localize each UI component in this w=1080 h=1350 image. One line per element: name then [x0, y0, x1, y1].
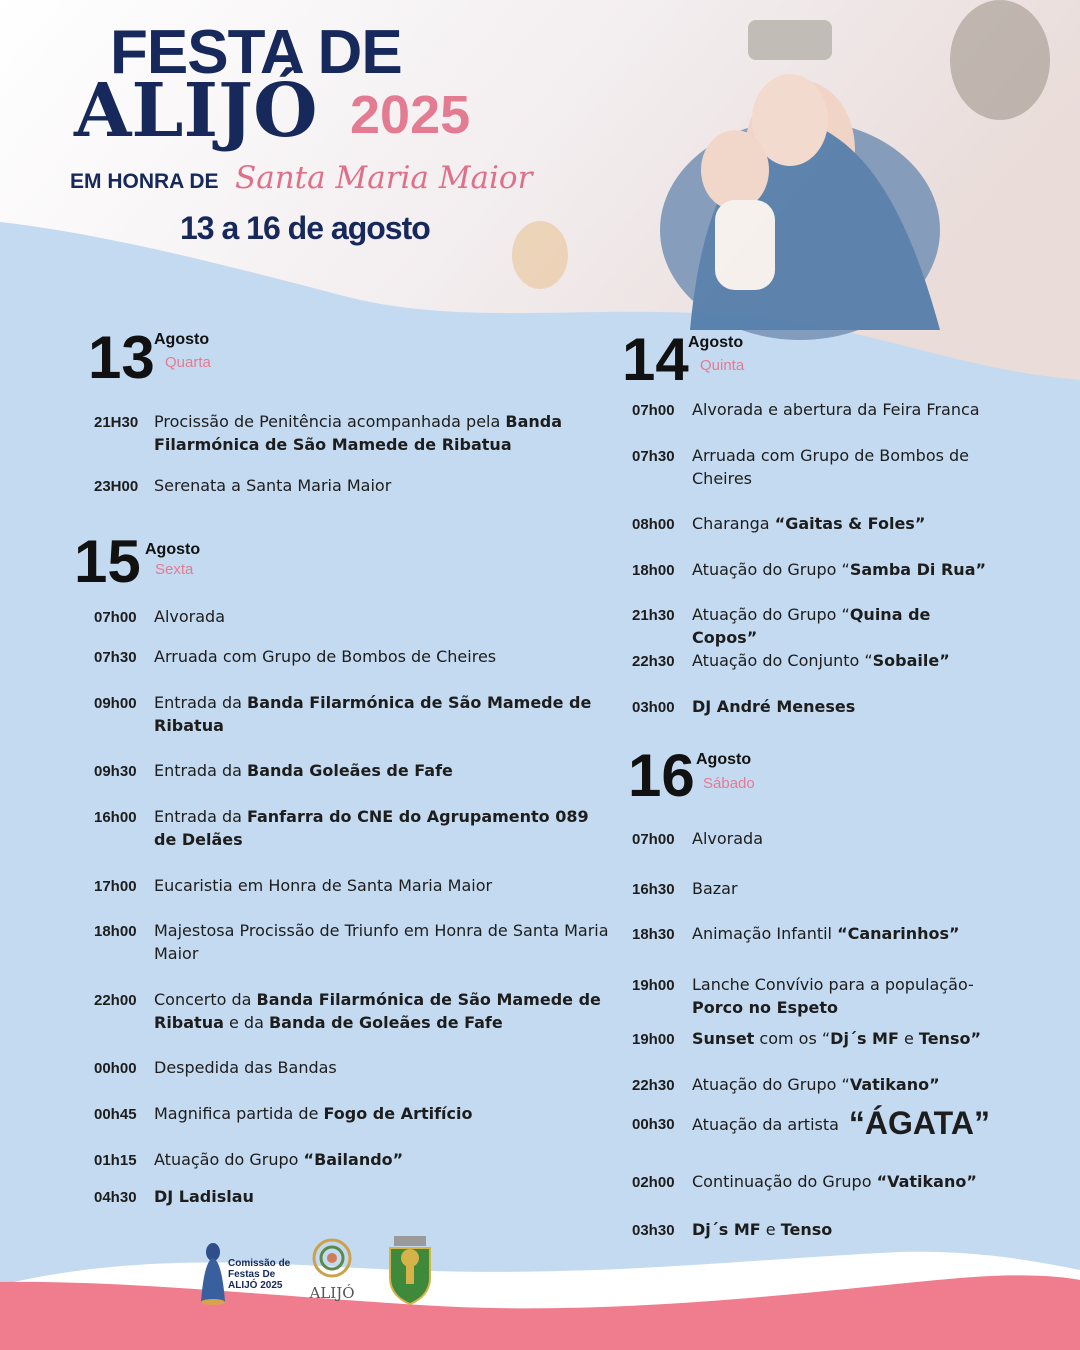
event-text: e [760, 1220, 781, 1239]
event-highlight: Banda de Goleães de Fafe [268, 1013, 503, 1032]
event-time: 19h00 [632, 1031, 675, 1048]
coat-of-arms-icon [382, 1234, 438, 1306]
event-text: Despedida das Bandas [154, 1058, 337, 1077]
event-time: 07h30 [94, 649, 137, 666]
event-row [632, 877, 992, 901]
event-description [692, 1218, 992, 1242]
event-highlight: DJ André Meneses [692, 697, 856, 716]
event-description [154, 474, 614, 498]
event-highlight: Banda Goleães de Fafe [247, 761, 453, 780]
event-highlight: Fanfarra do CNE do Agrupamento 089 de Delães [154, 807, 589, 849]
event-text: Arruada com Grupo de Bombos de Cheires [692, 446, 970, 488]
day-month: Agosto [154, 331, 210, 348]
madonna-icon [198, 1240, 228, 1306]
event-time: 04h30 [94, 1189, 137, 1206]
day-weekday: Sexta [155, 561, 194, 578]
event-highlight: Porco no Espeto [692, 998, 839, 1017]
coat-of-arms [382, 1234, 438, 1306]
event-highlight: Tenso [780, 1220, 833, 1239]
event-description [692, 1027, 992, 1051]
day-weekday: Quarta [165, 354, 211, 371]
event-time: 00h45 [94, 1106, 137, 1123]
event-text: Concerto da [154, 990, 257, 1009]
event-time: 07h00 [94, 609, 137, 626]
event-text: Alvorada [692, 829, 763, 848]
day-month: Agosto [688, 334, 744, 351]
event-highlight: Quina de Copos” [692, 605, 931, 647]
event-time: 17h00 [94, 878, 137, 895]
event-row [94, 691, 614, 737]
event-highlight: “Gaitas & Foles” [774, 514, 926, 533]
event-highlight: Banda Filarmónica de São Mamede de Ribatua [154, 990, 601, 1032]
event-time: 22h30 [632, 653, 675, 670]
event-text: Bazar [692, 879, 738, 898]
alijo-logo-text: ALIJÓ [309, 1284, 355, 1302]
alijo-swirl-icon [304, 1236, 360, 1280]
event-description [692, 695, 992, 719]
event-row [632, 973, 992, 1019]
event-text: Majestosa Procissão de Triunfo em Honra de Santa Maria Maior [154, 921, 609, 963]
event-row [94, 988, 614, 1034]
event-row [632, 558, 992, 582]
event-text: Atuação do Conjunto “ [692, 651, 873, 670]
event-time: 18h00 [94, 923, 137, 940]
event-time: 23H00 [94, 478, 139, 495]
event-highlight: Sobaile” [872, 651, 950, 670]
event-row [632, 827, 992, 851]
event-time: 16h30 [632, 881, 675, 898]
commission-logo-text: Comissão de Festas De ALIJÓ 2025 [228, 1258, 291, 1291]
event-row [94, 1185, 614, 1209]
headliner-name: “ÁGATA” [848, 1105, 990, 1141]
event-time: 03h00 [632, 699, 675, 716]
event-text: com os “ [754, 1029, 831, 1048]
event-row [632, 398, 992, 422]
event-description [154, 1056, 614, 1080]
event-row [632, 603, 992, 649]
event-description [154, 605, 614, 629]
event-text: Entrada da [154, 693, 247, 712]
event-text: Atuação do Grupo [154, 1150, 304, 1169]
event-text: Lanche Convívio para a população- [692, 975, 974, 994]
festival-dates: 13 a 16 de agosto [180, 210, 430, 246]
event-row [632, 695, 992, 719]
event-description [154, 759, 614, 783]
event-text: Arruada com Grupo de Bombos de Cheires [154, 647, 497, 666]
event-description [154, 691, 614, 737]
event-row [94, 1102, 614, 1126]
day-number: 15 [74, 528, 141, 595]
event-time: 18h00 [632, 562, 675, 579]
event-time: 22h00 [94, 992, 137, 1009]
event-description [154, 805, 614, 851]
event-time: 09h00 [94, 695, 137, 712]
saint-name: Santa Maria Maior [235, 160, 533, 196]
event-row [632, 1027, 992, 1051]
event-text: Charanga [692, 514, 775, 533]
event-row [94, 919, 614, 965]
event-description [154, 874, 614, 898]
alijo-municipal-logo [304, 1236, 360, 1306]
event-row [94, 410, 614, 456]
event-description [692, 512, 992, 536]
event-row [632, 1218, 992, 1242]
event-time: 18h30 [632, 926, 675, 943]
event-row [632, 1105, 992, 1141]
event-description [692, 877, 992, 901]
event-highlight: “Canarinhos” [837, 924, 960, 943]
event-text: Atuação da artista [692, 1115, 839, 1134]
event-time: 16h00 [94, 809, 137, 826]
event-text: Magnifica partida de [154, 1104, 324, 1123]
event-row [94, 1056, 614, 1080]
event-description [692, 603, 992, 649]
event-row [94, 605, 614, 629]
event-description [154, 1185, 614, 1209]
event-highlight: Banda Filarmónica de São Mamede de Ribatua [154, 412, 563, 454]
event-description [154, 919, 614, 965]
event-description [692, 922, 992, 946]
event-text: e da [223, 1013, 269, 1032]
event-row [632, 922, 992, 946]
event-time: 19h00 [632, 977, 675, 994]
event-description [692, 649, 992, 673]
event-time: 21h30 [632, 607, 675, 624]
event-description [692, 973, 992, 1019]
event-time: 00h30 [632, 1116, 675, 1133]
day-number: 13 [88, 324, 155, 391]
event-text: Procissão de Penitência acompanhada pela [154, 412, 506, 431]
event-time: 07h00 [632, 831, 675, 848]
event-time: 02h00 [632, 1174, 675, 1191]
event-text: e [898, 1029, 919, 1048]
event-text: Animação Infantil [692, 924, 838, 943]
event-time: 07h00 [632, 402, 675, 419]
honra-prefix: EM HONRA DE [70, 170, 219, 193]
event-text: Atuação do Grupo “ [692, 560, 850, 579]
event-description [154, 1102, 614, 1126]
event-time: 21H30 [94, 414, 139, 431]
event-description [692, 1170, 992, 1194]
day-month: Agosto [145, 541, 201, 558]
event-text: Alvorada [154, 607, 225, 626]
event-description [154, 410, 614, 456]
event-highlight: Tenso” [918, 1029, 981, 1048]
event-time: 08h00 [632, 516, 675, 533]
event-time: 22h30 [632, 1077, 675, 1094]
title-line-2: ALIJÓ [74, 68, 318, 154]
event-time: 00h00 [94, 1060, 137, 1077]
event-row [94, 759, 614, 783]
event-row [94, 645, 614, 669]
event-text: Atuação do Grupo “ [692, 1075, 850, 1094]
day-month: Agosto [696, 751, 752, 768]
event-row [94, 1148, 614, 1172]
event-text: Atuação do Grupo “ [692, 605, 850, 624]
event-row [94, 474, 614, 498]
event-time: 09h30 [94, 763, 137, 780]
event-text: Entrada da [154, 761, 247, 780]
event-description [692, 827, 992, 851]
event-text: Eucaristia em Honra de Santa Maria Maior [154, 876, 493, 895]
day-weekday: Sábado [703, 775, 755, 792]
event-time: 07h30 [632, 448, 675, 465]
event-description [692, 444, 992, 490]
event-time: 01h15 [94, 1152, 137, 1169]
day-weekday: Quinta [700, 357, 745, 374]
event-text: Continuação do Grupo [692, 1172, 877, 1191]
day-number: 16 [628, 742, 695, 809]
event-highlight: Sunset [692, 1029, 755, 1048]
event-description [154, 988, 614, 1034]
event-highlight: DJ Ladislau [154, 1187, 254, 1206]
event-row [94, 805, 614, 851]
event-row [632, 444, 992, 490]
day-number: 14 [622, 326, 689, 393]
event-highlight: Fogo de Artifício [323, 1104, 473, 1123]
event-highlight: Samba Di Rua” [849, 560, 986, 579]
event-description [154, 645, 614, 669]
event-time: 03h30 [632, 1222, 675, 1239]
event-row [632, 1170, 992, 1194]
event-row [632, 1073, 992, 1097]
title-line-1: FESTA DE [110, 18, 402, 87]
event-text: Entrada da [154, 807, 247, 826]
event-text: Alvorada e abertura da Feira Franca [692, 400, 980, 419]
event-row [632, 649, 992, 673]
event-highlight: “Bailando” [303, 1150, 404, 1169]
event-description [692, 398, 992, 422]
title-year: 2025 [350, 85, 471, 145]
event-highlight: Vatikano” [849, 1075, 940, 1094]
event-description [154, 1148, 614, 1172]
event-highlight: Dj´s MF [830, 1029, 899, 1048]
event-highlight: Dj´s MF [692, 1220, 761, 1239]
event-description [692, 558, 992, 582]
event-row [632, 512, 992, 536]
event-text: Serenata a Santa Maria Maior [154, 476, 392, 495]
event-highlight: “Vatikano” [876, 1172, 977, 1191]
commission-logo [198, 1240, 298, 1306]
event-row [94, 874, 614, 898]
event-description [692, 1073, 992, 1097]
event-highlight: Banda Filarmónica de São Mamede de Ribatua [154, 693, 592, 735]
event-description [692, 1105, 992, 1141]
